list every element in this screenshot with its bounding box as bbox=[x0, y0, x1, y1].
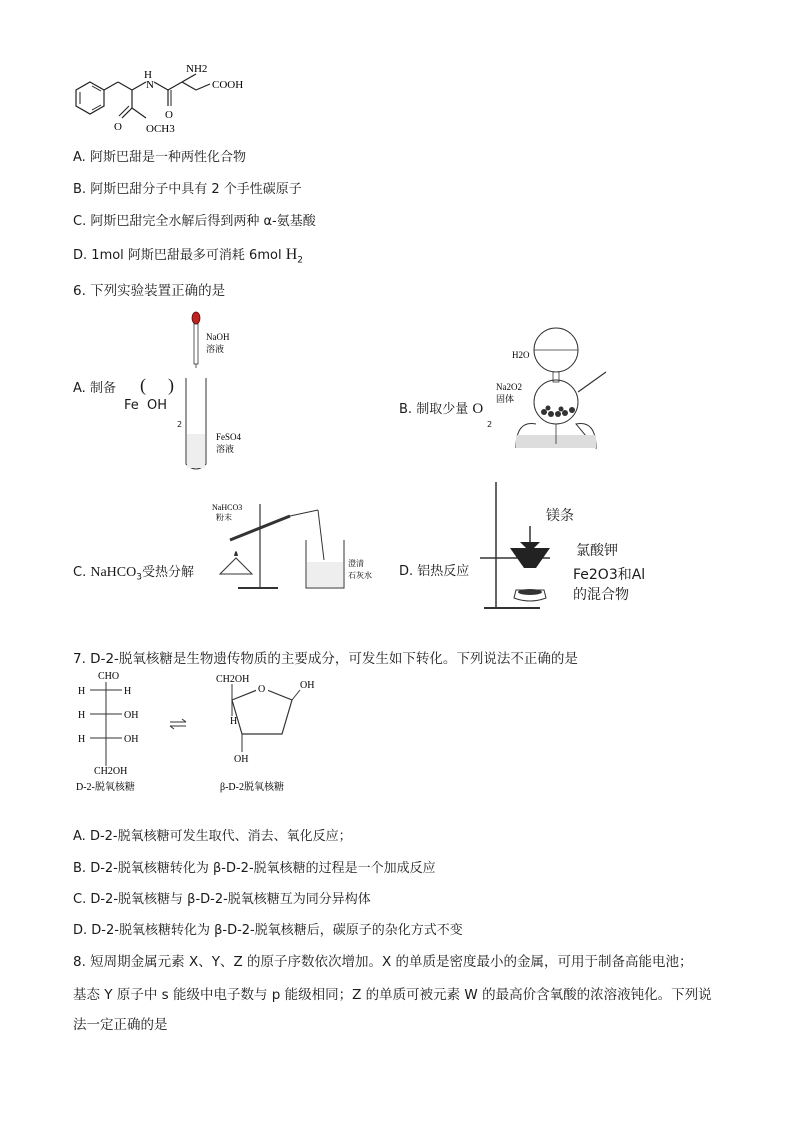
ring-oh-1: OH bbox=[300, 680, 315, 691]
caption-left: D-2-脱氧核糖 bbox=[76, 782, 135, 793]
fischer-h-1l: H bbox=[78, 686, 86, 697]
question-8-line-1: 8. 短周期金属元素 X、Y、Z 的原子序数依次增加。X 的单质是密度最小的金属，可用于制备高能电池； bbox=[73, 954, 693, 970]
option-6a: A. 制备 bbox=[73, 381, 116, 396]
label-mixture-2: 的混合物 bbox=[573, 587, 629, 603]
ring-h: H bbox=[230, 716, 238, 727]
option-5d: D. 1mol 阿斯巴甜最多可消耗 6mol $H_2$ bbox=[73, 246, 303, 266]
question-8-line-2: 基态 Y 原子中 s 能级中电子数与 p 能级相同；Z 的单质可被元素 W 的最高价含氧酸的浓溶液钝化。下列说 bbox=[73, 987, 712, 1003]
fischer-oh-2r: OH bbox=[124, 710, 139, 721]
label-cho: CHO bbox=[98, 671, 120, 682]
label-h2o: H2O bbox=[512, 350, 530, 360]
option-7a: A. D-2-脱氧核糖可发生取代、消去、氧化反应； bbox=[73, 829, 352, 844]
option-7b: B. D-2-脱氧核糖转化为 β-D-2-脱氧核糖的过程是一个加成反应 bbox=[73, 861, 436, 876]
aspartame-structure bbox=[70, 60, 270, 140]
apparatus-6c bbox=[208, 500, 388, 595]
label-naoh: NaOH bbox=[206, 332, 230, 342]
option-5a: A. 阿斯巴甜是一种两性化合物 bbox=[73, 150, 246, 165]
deoxyribose-structures bbox=[70, 668, 350, 796]
label-magnesium: 镁条 bbox=[546, 508, 574, 524]
option-6b: B. 制取少量 O bbox=[399, 401, 484, 417]
paren-left: ( bbox=[140, 375, 146, 395]
apparatus-6b bbox=[496, 320, 616, 455]
label-ch2oh-left: CH2OH bbox=[94, 766, 128, 777]
ring-oh-2: OH bbox=[234, 754, 249, 765]
option-5b: B. 阿斯巴甜分子中具有 2 个手性碳原子 bbox=[73, 182, 302, 197]
formula-feoh-sub: 2 bbox=[177, 420, 183, 429]
label-nh2: NH2 bbox=[186, 63, 208, 75]
label-powder: 粉末 bbox=[216, 513, 232, 522]
label-feso4: FeSO4 bbox=[216, 432, 242, 442]
fischer-h-2l: H bbox=[78, 710, 86, 721]
label-ch2oh-right: CH2OH bbox=[216, 674, 250, 685]
label-solid: 固体 bbox=[496, 394, 515, 404]
label-kclo3: 氯酸钾 bbox=[576, 543, 618, 559]
label-nahco3: NaHCO3 bbox=[212, 503, 243, 512]
option-6c: C. NaHCO$_3$受热分解 bbox=[73, 565, 194, 583]
label-na2o2: Na2O2 bbox=[496, 382, 522, 392]
option-7c: C. D-2-脱氧核糖与 β-D-2-脱氧核糖互为同分异构体 bbox=[73, 892, 371, 907]
formula-feoh: Fe OH bbox=[124, 398, 168, 413]
question-7-stem: 7. D-2-脱氧核糖是生物遗传物质的主要成分，可发生如下转化。下列说法不正确的是 bbox=[73, 651, 578, 667]
question-8-line-3: 法一定正确的是 bbox=[73, 1017, 168, 1033]
option-6d: D. 铝热反应 bbox=[399, 564, 470, 579]
label-h: H bbox=[144, 69, 152, 81]
label-ring-o: O bbox=[258, 684, 266, 695]
label-cooh: COOH bbox=[212, 79, 244, 91]
paren-right: ) bbox=[168, 375, 174, 395]
label-limewater-1: 澄清 bbox=[348, 559, 364, 568]
fischer-h-3l: H bbox=[78, 734, 86, 745]
question-6-stem: 6. 下列实验装置正确的是 bbox=[73, 283, 226, 299]
apparatus-6d bbox=[480, 478, 580, 616]
label-o-amide: O bbox=[165, 109, 173, 121]
label-n: N bbox=[146, 79, 154, 91]
label-o-ester: O bbox=[114, 121, 122, 133]
label-limewater-2: 石灰水 bbox=[348, 571, 372, 580]
option-7d: D. D-2-脱氧核糖转化为 β-D-2-脱氧核糖后，碳原子的杂化方式不变 bbox=[73, 923, 463, 938]
label-naoh-solution: 溶液 bbox=[206, 344, 225, 354]
label-mixture-1: Fe2O3和Al bbox=[573, 567, 646, 583]
fischer-oh-3r: OH bbox=[124, 734, 139, 745]
label-och3: OCH3 bbox=[146, 123, 175, 135]
label-feso4-solution: 溶液 bbox=[216, 444, 235, 454]
formula-o2-sub: 2 bbox=[487, 420, 493, 429]
caption-right: β-D-2脱氧核糖 bbox=[220, 782, 284, 793]
fischer-h-1r: H bbox=[124, 686, 132, 697]
apparatus-6a bbox=[176, 310, 256, 475]
option-5c: C. 阿斯巴甜完全水解后得到两种 α-氨基酸 bbox=[73, 214, 316, 229]
